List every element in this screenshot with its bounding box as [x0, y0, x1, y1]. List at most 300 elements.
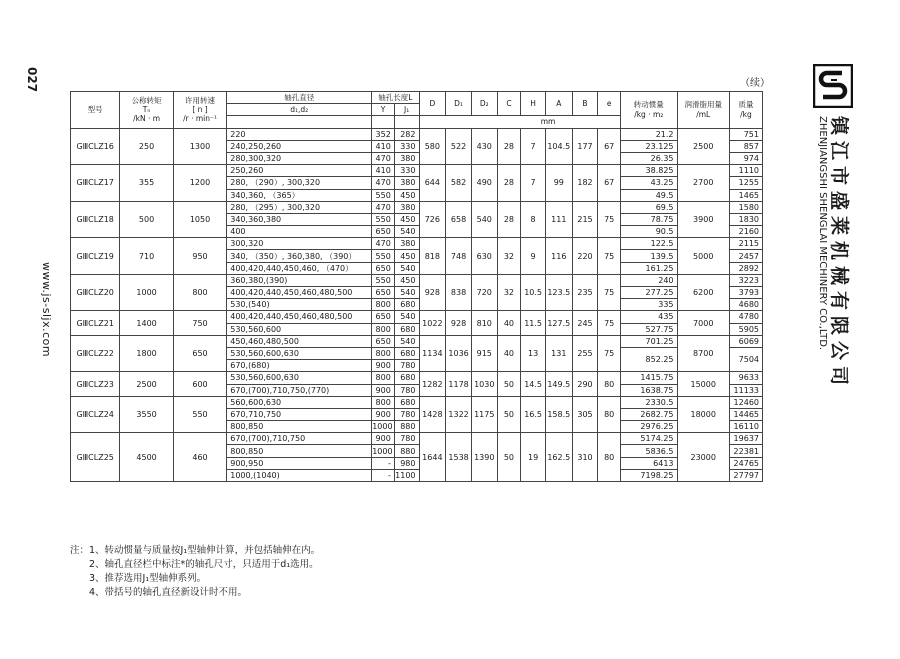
cell-mass: 9633 — [729, 372, 762, 384]
header-bore-blank — [227, 116, 372, 128]
cell-bore: 450,460,480,500 — [227, 335, 372, 347]
cell-d: 928 — [419, 274, 446, 311]
cell-torque: 500 — [120, 201, 173, 238]
table-row — [71, 128, 763, 140]
cell-inertia: 852.25 — [620, 347, 677, 371]
cell-length-j: 680 — [394, 299, 419, 311]
company-name-en: ZHENJIANGSHI SHENGLAI MECHINERY CO.,LTD. — [817, 116, 828, 351]
cell-length-j: 780 — [394, 408, 419, 420]
cell-speed: 650 — [173, 335, 226, 372]
cell-mass: 24765 — [729, 457, 762, 469]
cell-model: GⅢCLZ25 — [71, 433, 120, 482]
cell-length-j: 540 — [394, 262, 419, 274]
cell-mass: 2457 — [729, 250, 762, 262]
cell-bore: 280, （295）, 300,320 — [227, 201, 372, 213]
cell-a: 158.5 — [545, 396, 572, 433]
cell-length-j: 680 — [394, 372, 419, 384]
cell-torque: 1800 — [120, 335, 173, 372]
cell-inertia: 5174.25 — [620, 433, 677, 445]
cell-length-y: 470 — [372, 152, 395, 164]
cell-grease: 2700 — [677, 165, 729, 202]
cell-inertia: 527.75 — [620, 323, 677, 335]
table-row — [71, 201, 763, 213]
cell-a: 149.5 — [545, 372, 572, 396]
cell-grease: 2500 — [677, 128, 729, 165]
cell-length-j: 450 — [394, 213, 419, 225]
cell-bore: 530,560,600,630 — [227, 372, 372, 384]
cell-length-y: 470 — [372, 238, 395, 250]
page-number: 027 — [25, 67, 39, 93]
cell-length-y: 900 — [372, 408, 395, 420]
header-bore: 轴孔直径 — [227, 92, 372, 104]
header-length: 轴孔长度L — [372, 92, 419, 104]
table-row — [71, 165, 763, 177]
cell-bore: 800,850 — [227, 445, 372, 457]
cell-speed: 750 — [173, 311, 226, 335]
cell-length-y: 650 — [372, 262, 395, 274]
cell-d1: 838 — [446, 274, 472, 311]
header-H: H — [521, 92, 546, 116]
cell-inertia: 240 — [620, 274, 677, 286]
cell-d2: 1030 — [471, 372, 497, 396]
cell-length-j: 450 — [394, 250, 419, 262]
cell-e: 80 — [598, 433, 621, 482]
cell-e: 75 — [598, 274, 621, 311]
cell-length-y: 900 — [372, 384, 395, 396]
cell-d2: 810 — [471, 311, 497, 335]
cell-torque: 355 — [120, 165, 173, 202]
cell-inertia: 5836.5 — [620, 445, 677, 457]
cell-torque: 1400 — [120, 311, 173, 335]
cell-bore: 340,360,380 — [227, 213, 372, 225]
cell-a: 123.5 — [545, 274, 572, 311]
cell-c: 40 — [497, 311, 521, 335]
note-4: 4、带括号的轴孔直径新设计时不用。 — [89, 587, 248, 598]
cell-e: 67 — [598, 128, 621, 165]
cell-length-j: 880 — [394, 445, 419, 457]
cell-c: 40 — [497, 335, 521, 372]
cell-mass: 974 — [729, 152, 762, 164]
table-row — [71, 311, 763, 323]
cell-d: 1644 — [419, 433, 446, 482]
cell-c: 32 — [497, 238, 521, 275]
cell-b: 235 — [572, 274, 598, 311]
cell-length-j: 540 — [394, 311, 419, 323]
cell-a: 99 — [545, 165, 572, 202]
cell-d1: 1322 — [446, 396, 472, 433]
cell-bore: 340,360, （365） — [227, 189, 372, 201]
cell-mass: 7504 — [729, 347, 762, 371]
note-1: 注：1、转动惯量与质量按J₁型轴伸计算，并包括轴伸在内。 — [70, 545, 321, 556]
cell-d2: 540 — [471, 201, 497, 238]
cell-h: 8 — [521, 201, 546, 238]
cell-inertia: 26.35 — [620, 152, 677, 164]
cell-d2: 430 — [471, 128, 497, 165]
cell-d: 818 — [419, 238, 446, 275]
cell-bore: 1000,(1040) — [227, 469, 372, 481]
website-url: www.js-sljx.com — [40, 262, 53, 358]
cell-length-j: 780 — [394, 360, 419, 372]
cell-e: 80 — [598, 396, 621, 433]
cell-b: 310 — [572, 433, 598, 482]
cell-length-y: 800 — [372, 396, 395, 408]
cell-speed: 950 — [173, 238, 226, 275]
cell-speed: 1300 — [173, 128, 226, 165]
cell-d: 1282 — [419, 372, 446, 396]
cell-inertia: 335 — [620, 299, 677, 311]
cell-h: 13 — [521, 335, 546, 372]
cell-mass: 2160 — [729, 226, 762, 238]
cell-length-j: 980 — [394, 457, 419, 469]
cell-length-y: 1000 — [372, 422, 393, 432]
cell-length-y: 470 — [372, 177, 395, 189]
cell-model: GⅢCLZ22 — [71, 335, 120, 372]
header-unit-blank-y — [372, 116, 395, 128]
cell-a: 116 — [545, 238, 572, 275]
cell-inertia: 435 — [620, 311, 677, 323]
cell-length-j: 450 — [394, 274, 419, 286]
cell-bore: 280,300,320 — [227, 152, 372, 164]
cell-inertia: 122.5 — [620, 238, 677, 250]
cell-speed: 460 — [173, 433, 226, 482]
cell-inertia: 1415.75 — [620, 372, 677, 384]
cell-speed: 1200 — [173, 165, 226, 202]
cell-d1: 748 — [446, 238, 472, 275]
cell-h: 11.5 — [521, 311, 546, 335]
cell-torque: 2500 — [120, 372, 173, 396]
header-B: B — [572, 92, 598, 116]
cell-speed: 600 — [173, 372, 226, 396]
cell-length-y: 650 — [372, 311, 395, 323]
cell-mass: 2892 — [729, 262, 762, 274]
cell-d1: 1036 — [446, 335, 472, 372]
cell-d1: 928 — [446, 311, 472, 335]
cell-a: 104.5 — [545, 128, 572, 165]
cell-e: 75 — [598, 335, 621, 372]
cell-bore: 400 — [227, 226, 372, 238]
cell-a: 111 — [545, 201, 572, 238]
cell-e: 80 — [598, 372, 621, 396]
cell-d1: 582 — [446, 165, 472, 202]
cell-mass: 5905 — [729, 323, 762, 335]
cell-bore: 560,600,630 — [227, 396, 372, 408]
cell-length-y: 470 — [372, 201, 395, 213]
cell-length-j: 540 — [394, 287, 419, 299]
cell-mass: 27797 — [729, 469, 762, 481]
header-unit-blank-j — [394, 116, 419, 128]
cell-model: GⅢCLZ17 — [71, 165, 120, 202]
cell-torque: 4500 — [120, 433, 173, 482]
cell-d1: 1538 — [446, 433, 472, 482]
cell-c: 28 — [497, 201, 521, 238]
cell-d1: 1178 — [446, 372, 472, 396]
cell-inertia: 43.25 — [620, 177, 677, 189]
cell-model: GⅢCLZ20 — [71, 274, 120, 311]
cell-mass: 4780 — [729, 311, 762, 323]
cell-length-y: - — [372, 457, 395, 469]
cell-d1: 658 — [446, 201, 472, 238]
cell-bore: 800,850 — [227, 421, 372, 433]
cell-inertia: 1638.75 — [620, 384, 677, 396]
header-A: A — [545, 92, 572, 116]
cell-b: 245 — [572, 311, 598, 335]
cell-model: GⅢCLZ18 — [71, 201, 120, 238]
header-unit: mm — [419, 116, 677, 128]
cell-length-j: 540 — [394, 226, 419, 238]
cell-grease: 18000 — [677, 396, 729, 433]
cell-grease: 6200 — [677, 274, 729, 311]
cell-mass: 14465 — [729, 408, 762, 420]
cell-mass: 1830 — [729, 213, 762, 225]
cell-length-y: 800 — [372, 323, 395, 335]
cell-length-j: 680 — [394, 347, 419, 359]
cell-mass: 6069 — [729, 335, 762, 347]
cell-length-y: 650 — [372, 287, 395, 299]
header-C: C — [497, 92, 521, 116]
cell-mass: 2115 — [729, 238, 762, 250]
header-length-y: Y — [372, 104, 395, 116]
cell-inertia: 38.825 — [620, 165, 677, 177]
cell-inertia: 2976.25 — [620, 421, 677, 433]
cell-c: 28 — [497, 128, 521, 165]
cell-mass: 1255 — [729, 177, 762, 189]
cell-bore: 400,420,440,450,460,480,500 — [227, 287, 372, 299]
cell-b: 182 — [572, 165, 598, 202]
brand-block — [811, 64, 863, 464]
cell-inertia: 139.5 — [620, 250, 677, 262]
cell-length-y: - — [372, 469, 395, 481]
cell-inertia: 23.125 — [620, 140, 677, 152]
cell-length-j: 380 — [394, 152, 419, 164]
cell-length-y: 800 — [372, 372, 395, 384]
cell-d: 1022 — [419, 311, 446, 335]
cell-b: 215 — [572, 201, 598, 238]
cell-length-j: 380 — [394, 177, 419, 189]
cell-grease: 23000 — [677, 433, 729, 482]
cell-model: GⅢCLZ16 — [71, 128, 120, 165]
cell-d2: 630 — [471, 238, 497, 275]
cell-length-j: 1100 — [394, 469, 419, 481]
cell-d2: 720 — [471, 274, 497, 311]
cell-speed: 800 — [173, 274, 226, 311]
table-row — [71, 335, 763, 347]
notes — [70, 544, 320, 600]
cell-bore: 300,320 — [227, 238, 372, 250]
note-2: 2、轴孔直径栏中标注*的轴孔尺寸，只适用于d₁选用。 — [89, 559, 319, 570]
cell-bore: 670,(700),710,750,(770) — [227, 384, 372, 396]
table-row — [71, 372, 763, 384]
company-logo-icon — [813, 64, 853, 108]
cell-mass: 1465 — [729, 189, 762, 201]
cell-inertia: 78.75 — [620, 213, 677, 225]
cell-bore: 220 — [227, 128, 372, 140]
header-torque: 公称转矩 Tₙ /kN · m — [120, 92, 173, 129]
cell-h: 16.5 — [521, 396, 546, 433]
cell-length-y: 1000 — [372, 446, 393, 456]
cell-length-j: 540 — [394, 335, 419, 347]
cell-mass: 751 — [729, 128, 762, 140]
cell-length-j: 450 — [394, 189, 419, 201]
cell-speed: 550 — [173, 396, 226, 433]
header-D: D — [419, 92, 446, 116]
cell-length-y: 900 — [372, 433, 395, 445]
header-inertia: 转动惯量 /kg · m₂ — [620, 92, 677, 129]
cell-grease: 3900 — [677, 201, 729, 238]
cell-model: GⅢCLZ23 — [71, 372, 120, 396]
cell-inertia: 49.5 — [620, 189, 677, 201]
cell-torque: 3550 — [120, 396, 173, 433]
table-row — [71, 238, 763, 250]
header-length-j: J₁ — [394, 104, 419, 116]
header-mass: 质量 /kg — [729, 92, 762, 129]
cell-h: 9 — [521, 238, 546, 275]
cell-bore: 670,(700),710,750 — [227, 433, 372, 445]
cell-d: 644 — [419, 165, 446, 202]
cell-model: GⅢCLZ21 — [71, 311, 120, 335]
cell-length-y: 800 — [372, 347, 395, 359]
table-row — [71, 274, 763, 286]
cell-mass: 11133 — [729, 384, 762, 396]
header-D2: D₂ — [471, 92, 497, 116]
cell-bore: 530,(540) — [227, 299, 372, 311]
cell-mass: 19637 — [729, 433, 762, 445]
cell-e: 75 — [598, 311, 621, 335]
cell-inertia: 6413 — [620, 457, 677, 469]
cell-torque: 250 — [120, 128, 173, 165]
cell-a: 131 — [545, 335, 572, 372]
header-bore-sub: d₁,d₂ — [227, 104, 372, 116]
cell-bore: 670,(680) — [227, 360, 372, 372]
cell-b: 220 — [572, 238, 598, 275]
cell-bore: 240,250,260 — [227, 140, 372, 152]
cell-length-y: 410 — [372, 140, 395, 152]
cell-length-j: 330 — [394, 165, 419, 177]
cell-e: 67 — [598, 165, 621, 202]
cell-length-y: 650 — [372, 226, 395, 238]
cell-bore: 900,950 — [227, 457, 372, 469]
cell-d2: 915 — [471, 335, 497, 372]
cell-length-y: 900 — [372, 360, 395, 372]
cell-d2: 1175 — [471, 396, 497, 433]
cell-h: 19 — [521, 433, 546, 482]
cell-length-j: 680 — [394, 323, 419, 335]
cell-c: 28 — [497, 165, 521, 202]
cell-c: 50 — [497, 396, 521, 433]
cell-d: 1428 — [419, 396, 446, 433]
cell-b: 177 — [572, 128, 598, 165]
cell-inertia: 21.2 — [620, 128, 677, 140]
cell-bore: 530,560,600 — [227, 323, 372, 335]
cell-mass: 3223 — [729, 274, 762, 286]
cell-bore: 400,420,440,450,460,480,500 — [227, 311, 372, 323]
cell-e: 75 — [598, 238, 621, 275]
cell-length-y: 550 — [372, 189, 395, 201]
cell-h: 10.5 — [521, 274, 546, 311]
cell-h: 7 — [521, 165, 546, 202]
cell-length-j: 780 — [394, 433, 419, 445]
cell-mass: 1110 — [729, 165, 762, 177]
cell-a: 127.5 — [545, 311, 572, 335]
cell-c: 50 — [497, 433, 521, 482]
cell-inertia: 7198.25 — [620, 469, 677, 481]
cell-length-y: 650 — [372, 335, 395, 347]
cell-length-j: 380 — [394, 238, 419, 250]
note-3: 3、推荐选用J₁型轴伸系列。 — [89, 573, 207, 584]
cell-d2: 490 — [471, 165, 497, 202]
header-e: e — [598, 92, 621, 116]
cell-d2: 1390 — [471, 433, 497, 482]
cell-length-y: 550 — [372, 274, 395, 286]
cell-length-j: 380 — [394, 201, 419, 213]
cell-length-j: 780 — [394, 384, 419, 396]
cell-a: 162.5 — [545, 433, 572, 482]
cell-bore: 360,380,(390) — [227, 274, 372, 286]
cell-mass: 3793 — [729, 287, 762, 299]
cell-c: 50 — [497, 372, 521, 396]
cell-b: 305 — [572, 396, 598, 433]
cell-h: 14.5 — [521, 372, 546, 396]
cell-c: 32 — [497, 274, 521, 311]
header-model: 型号 — [71, 92, 120, 129]
cell-bore: 530,560,600,630 — [227, 347, 372, 359]
cell-inertia: 69.5 — [620, 201, 677, 213]
cell-inertia: 2330.5 — [620, 396, 677, 408]
cell-b: 290 — [572, 372, 598, 396]
cell-mass: 4680 — [729, 299, 762, 311]
cell-inertia: 90.5 — [620, 226, 677, 238]
cell-mass: 22381 — [729, 445, 762, 457]
cell-bore: 250,260 — [227, 165, 372, 177]
cell-speed: 1050 — [173, 201, 226, 238]
cell-bore: 670,710,750 — [227, 408, 372, 420]
cell-torque: 1000 — [120, 274, 173, 311]
company-name-cn: 镇江市盛莱机械有限公司 — [828, 116, 850, 392]
cell-bore: 400,420,440,450,460, （470） — [227, 262, 372, 274]
cell-length-y: 800 — [372, 299, 395, 311]
cell-d: 580 — [419, 128, 446, 165]
cell-bore: 280, （290）, 300,320 — [227, 177, 372, 189]
cell-bore: 340, （350）, 360,380, （390） — [227, 250, 372, 262]
cell-inertia: 277.25 — [620, 287, 677, 299]
cell-mass: 857 — [729, 140, 762, 152]
cell-grease: 15000 — [677, 372, 729, 396]
cell-model: GⅢCLZ19 — [71, 238, 120, 275]
cell-mass: 16110 — [729, 421, 762, 433]
cell-length-y: 410 — [372, 165, 395, 177]
cell-length-y: 550 — [372, 213, 395, 225]
cell-mass: 12460 — [729, 396, 762, 408]
spec-table — [70, 91, 763, 482]
cell-length-y: 352 — [372, 128, 395, 140]
cell-grease: 5000 — [677, 238, 729, 275]
header-grease: 润滑脂用量 /mL — [677, 92, 729, 129]
header-speed: 许用转速 [ n ] /r · min⁻¹ — [173, 92, 226, 129]
cell-inertia: 161.25 — [620, 262, 677, 274]
cell-inertia: 701.25 — [620, 335, 677, 347]
cell-length-y: 550 — [372, 250, 395, 262]
header-D1: D₁ — [446, 92, 472, 116]
continued-label: （续） — [740, 78, 770, 89]
cell-b: 255 — [572, 335, 598, 372]
cell-mass: 1580 — [729, 201, 762, 213]
cell-length-j: 330 — [394, 140, 419, 152]
cell-inertia: 2682.75 — [620, 408, 677, 420]
table-row — [71, 396, 763, 408]
cell-length-j: 282 — [394, 128, 419, 140]
cell-grease: 8700 — [677, 335, 729, 372]
cell-d: 1134 — [419, 335, 446, 372]
cell-e: 75 — [598, 201, 621, 238]
